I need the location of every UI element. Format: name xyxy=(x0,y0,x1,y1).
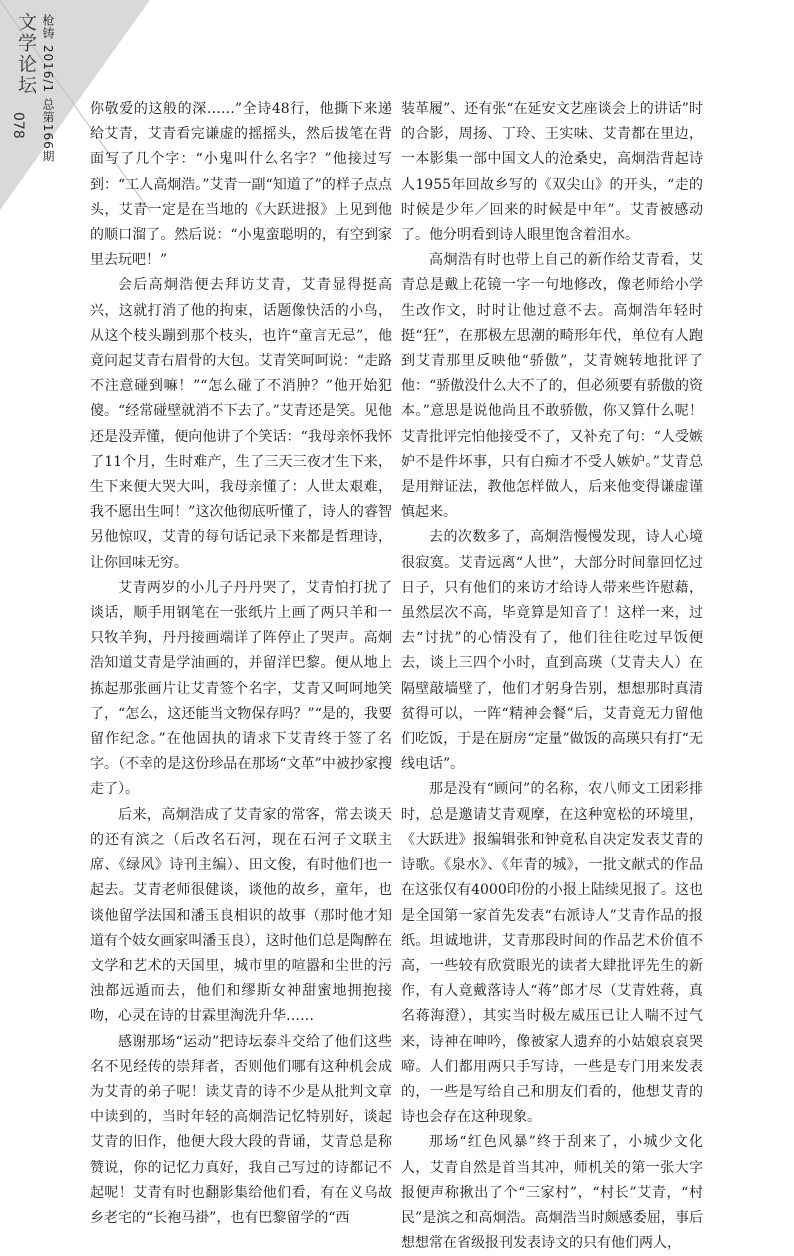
journal-issue: 枪铸 2016/1 总第166期 xyxy=(41,14,55,163)
page-number: 078 xyxy=(10,112,26,139)
paragraph: 后来，高炯浩成了艾青家的常客，常去谈天的还有滨之（后改名石河，现在石河子文联主席、《绿风》诗刊主编）、田文俊，有时他们也一起去。艾青老师很健谈，谈他的故乡，童年，也谈他留学法国和潘玉良相识的故事（那时他才知道有个妓女画家叫潘玉良），这时他们总是陶醉在文学和艺术的天国里，城市里的喧嚣和尘世的污浊都远遁而去，他们和缪斯女神甜蜜地拥抱接吻，心灵在诗的甘霖里淘洗升华…… xyxy=(90,806,392,1025)
paragraph: 去的次数多了，高炯浩慢慢发现，诗人心境很寂寞。艾青远离“人世”，大部分时间靠回忆过日子，只有他们的来访才给诗人带来些许慰藉，虽然层次不高，毕竟算是知音了！这样一来，过去“讨扰”的心情没有了，他们往往吃过早饭便去，谈上三四个小时，直到高瑛（艾青夫人）在隔壁敲墙壁了，他们才躬身告别，想想那时真清贫得可以，一阵“精神会餐”后，艾青竟无力留他们吃饭，于是在厨房“定量”做饭的高瑛只有打“无线电话”。 xyxy=(401,529,703,773)
paragraph: 装革履”、还有张“在延安文艺座谈会上的讲话”时的合影，周扬、丁玲、王实味、艾青都在里边，一本影集一部中国文人的沧桑史，高炯浩背起诗人1955年回故乡写的《双尖山》的开头，“走的时候是少年／回来的时候是中年”。艾青被感动了。他分明看到诗人眼里饱含着泪水。 xyxy=(401,101,703,244)
paragraph: 感谢那场“运动”把诗坛泰斗交给了他们这些名不见经传的崇拜者，否则他们哪有这种机会成为艾青的弟子呢！读艾青的诗不少是从批判文章中读到的，当时年轻的高炯浩记忆特别好，谈起艾青的旧作，他便大段大段的背诵，艾青总是称赞说，你的记忆力真好，我自己写过的诗都记不起呢！艾青有时也翻影集给他们看，有在义乌故乡老宅的“长袍马褂”，也有巴黎留学的“西 xyxy=(90,1033,392,1226)
left-text-column xyxy=(90,97,392,1231)
paragraph: 那是没有“顾问”的名称，农八师文工团彩排时，总是邀请艾青观摩，在这种宽松的环境里，《大跃进》报编辑张和钟竟私自决定发表艾青的诗歌。《泉水》、《年青的城》，一批文献式的作品在这张仅有4000印份的小报上陆续见报了。这也是全国第一家首先发表“右派诗人”艾青作品的报纸。坦诚地讲，艾青那段时间的作品艺术价值不高，一些较有欣赏眼光的读者大肆批评先生的新作，有人竟戴落诗人“蒋”郎才尽（艾青姓蒋，真名蒋海澄），其实当时极左威压已让人喘不过气来，诗神在呻吟，像被家人遗弃的小姑娘哀哀哭啼。人们都用两只手写诗，一些是专门用来发表的，一些是写给自己和朋友们看的，他想艾青的诗也会存在这种现象。 xyxy=(401,781,703,1126)
paragraph: 高炯浩有时也带上自己的新作给艾青看，艾青总是戴上花镜一字一句地修改，像老师给小学生改作文，时时让他过意不去。高炯浩年轻时挺“狂”，在那极左思潮的畸形年代，单位有人跑到艾青那里反映他“骄傲”，艾青婉转地批评了他：“骄傲没什么大不了的，但必须要有骄傲的资本。”意思是说他尚且不敢骄傲，你又算什么呢！艾青批评完怕他接受不了，又补充了句：“人受嫉妒不是件坏事，只有白痴才不受人嫉妒。”艾青总是用辩证法，教他怎样做人，后来他变得谦虚谨慎起来。 xyxy=(401,252,703,521)
paragraph: 那场“红色风暴”终于刮来了，小城少文化人，艾青自然是首当其冲，师机关的第一张大字报便声称揪出了个“三家村”，“村长”艾青，“村民”是滨之和高炯浩。高炯浩当时颇感委屈，事后想想常在省级报刊发表诗文的只有他们两人， xyxy=(401,1134,703,1252)
paragraph: 会后高炯浩便去拜访艾青，艾青显得挺高兴，这就打消了他的拘束，话题像快活的小鸟，从这个枝头蹦到那个枝头，也许“童言无忌”，他竟问起艾青右眉骨的大包。艾青笑呵呵说：“走路不注意碰到嘛！”“怎么碰了不消肿？”他开始犯傻。“经常碰壁就消不下去了。”艾青还是笑。见他还是没弄懂，便向他讲了个笑话：“我母亲怀我怀了11个月，生时难产，生了三天三夜才生下来，生下来便大哭大叫，我母亲懂了：人世太艰难，我不愿出生呵！”这次他彻底听懂了，诗人的睿智另他惊叹，艾青的每句话记录下来都是哲理诗，让你回味无穷。 xyxy=(90,277,392,571)
paragraph: 艾青两岁的小儿子丹丹哭了，艾青怕打扰了谈话，顺手用钢笔在一张纸片上画了两只羊和一只牧羊狗，丹丹接画端详了阵停止了哭声。高炯浩知道艾青是学油画的，并留洋巴黎。便从地上拣起那张画片让艾青签个名字，艾青又呵呵地笑了，“怎么，这还能当文物保存吗？”“是的，我要留作纪念。”在他固执的请求下艾青终于签了名字。（不幸的是这份珍品在那场“文革”中被抄家搜走了）。 xyxy=(90,579,392,798)
paragraph: 你敬爱的这般的深……”全诗48行，他撕下来递给艾青，艾青看完谦虚的摇摇头，然后拔笔在背面写了几个字：“小鬼叫什么名字？”他接过写到：“工人高炯浩。”艾青一副“知道了”的样子点点头，艾青一定是在当地的《大跃进报》上见到他的顺口溜了。然后说：“小鬼蛮聪明的，有空到家里去玩吧！” xyxy=(90,101,392,269)
section-title: 文学论坛 xyxy=(15,12,37,96)
right-text-column xyxy=(401,97,703,1256)
